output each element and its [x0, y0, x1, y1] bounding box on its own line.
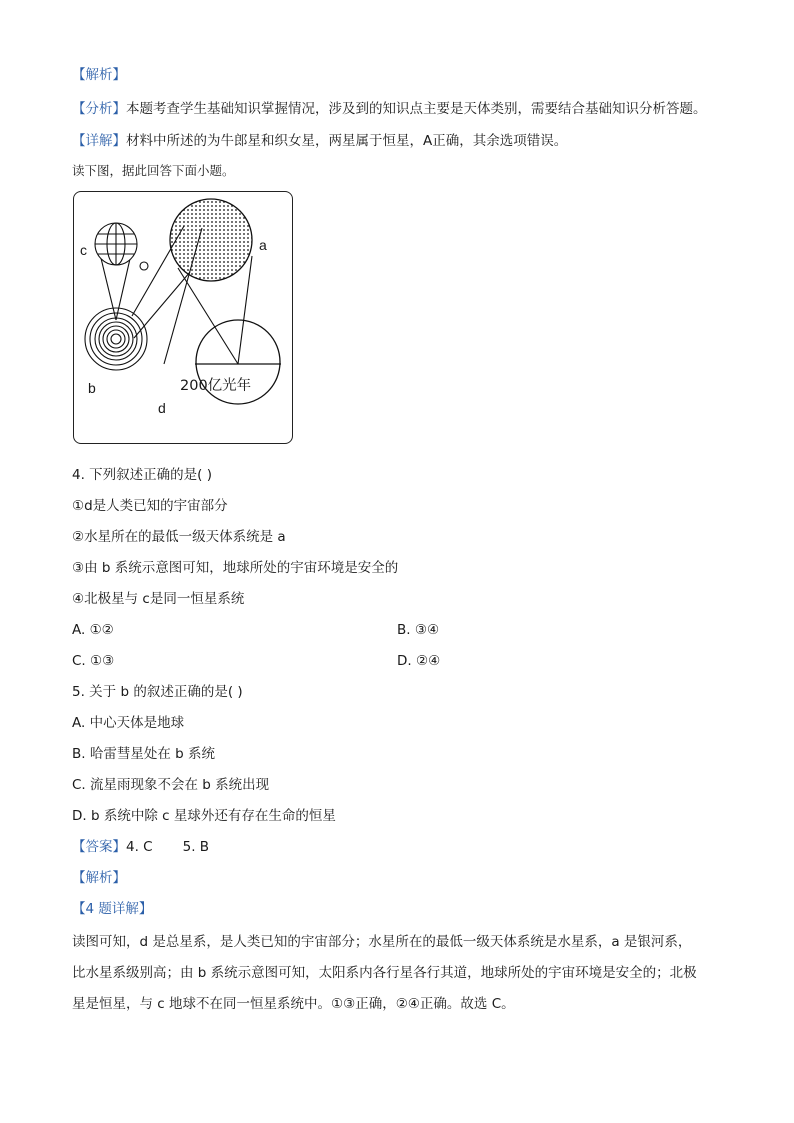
q4-item-1: ①d是人类已知的宇宙部分 — [72, 498, 228, 514]
xiangjie-text: 材料中所述的为牛郎星和织女星，两星属于恒星，A正确，其余选项错误。 — [126, 133, 568, 149]
q5-option-b: B. 哈雷彗星处在 b 系统 — [72, 746, 215, 762]
answer-text: 4. C 5. B — [126, 839, 210, 855]
q5-option-d: D. b 系统中除 c 星球外还有存在生命的恒星 — [72, 808, 336, 824]
q4-stem: 4. 下列叙述正确的是( ) — [72, 467, 212, 483]
q4-item-3: ③由 b 系统示意图可知，地球所处的宇宙环境是安全的 — [72, 560, 399, 576]
label-b: b — [88, 380, 96, 396]
circle-b — [85, 308, 147, 370]
q4-option-a: A. ①② — [72, 622, 114, 638]
xiangjie-tag: 【详解】 — [72, 133, 126, 149]
detail-line-3: 星是恒星，与 c 地球不在同一恒星系统中。①③正确，②④正确。故选 C。 — [72, 996, 515, 1012]
label-a: a — [259, 237, 267, 253]
figure-intro: 读下图，据此回答下面小题。 — [72, 163, 235, 178]
answer-line — [72, 837, 209, 857]
q4-option-b: B. ③④ — [397, 622, 440, 638]
analysis-fenxi — [72, 99, 707, 119]
q4-item-2: ②水星所在的最低一级天体系统是 a — [72, 529, 286, 545]
circle-a — [170, 199, 252, 281]
globe-c — [95, 223, 137, 265]
label-d: d — [158, 400, 166, 416]
fenxi-text: 本题考查学生基础知识掌握情况，涉及到的知识点主要是天体类别，需要结合基础知识分析答题。 — [126, 101, 707, 117]
q4-item-4: ④北极星与 c是同一恒星系统 — [72, 591, 245, 607]
detail-line-1: 读图可知，d 是总星系，是人类已知的宇宙部分；水星所在的最低一级天体系统是水星系，a 是银河系， — [72, 934, 692, 950]
analysis-heading-2: 【解析】 — [72, 870, 126, 886]
q5-stem: 5. 关于 b 的叙述正确的是( ) — [72, 684, 243, 700]
fenxi-tag: 【分析】 — [72, 101, 126, 117]
q5-option-c: C. 流星雨现象不会在 b 系统出现 — [72, 777, 270, 793]
q5-option-a: A. 中心天体是地球 — [72, 715, 185, 731]
cosmic-hierarchy-figure — [73, 191, 293, 444]
q4-option-d: D. ②④ — [397, 653, 441, 669]
moon-circle — [140, 262, 148, 270]
analysis-heading: 【解析】 — [72, 67, 126, 83]
detail-line-2: 比水星系级别高；由 b 系统示意图可知，太阳系内各行星各行其道，地球所处的宇宙环境是安全的；北极 — [72, 965, 697, 981]
scale-label: 200亿光年 — [180, 378, 252, 394]
answer-tag: 【答案】 — [72, 839, 126, 855]
q4-option-c: C. ①③ — [72, 653, 115, 669]
detail-tag: 【4 题详解】 — [72, 901, 153, 917]
figure-drawing — [74, 192, 293, 444]
label-c: c — [80, 242, 87, 258]
analysis-xiangjie — [72, 131, 567, 151]
